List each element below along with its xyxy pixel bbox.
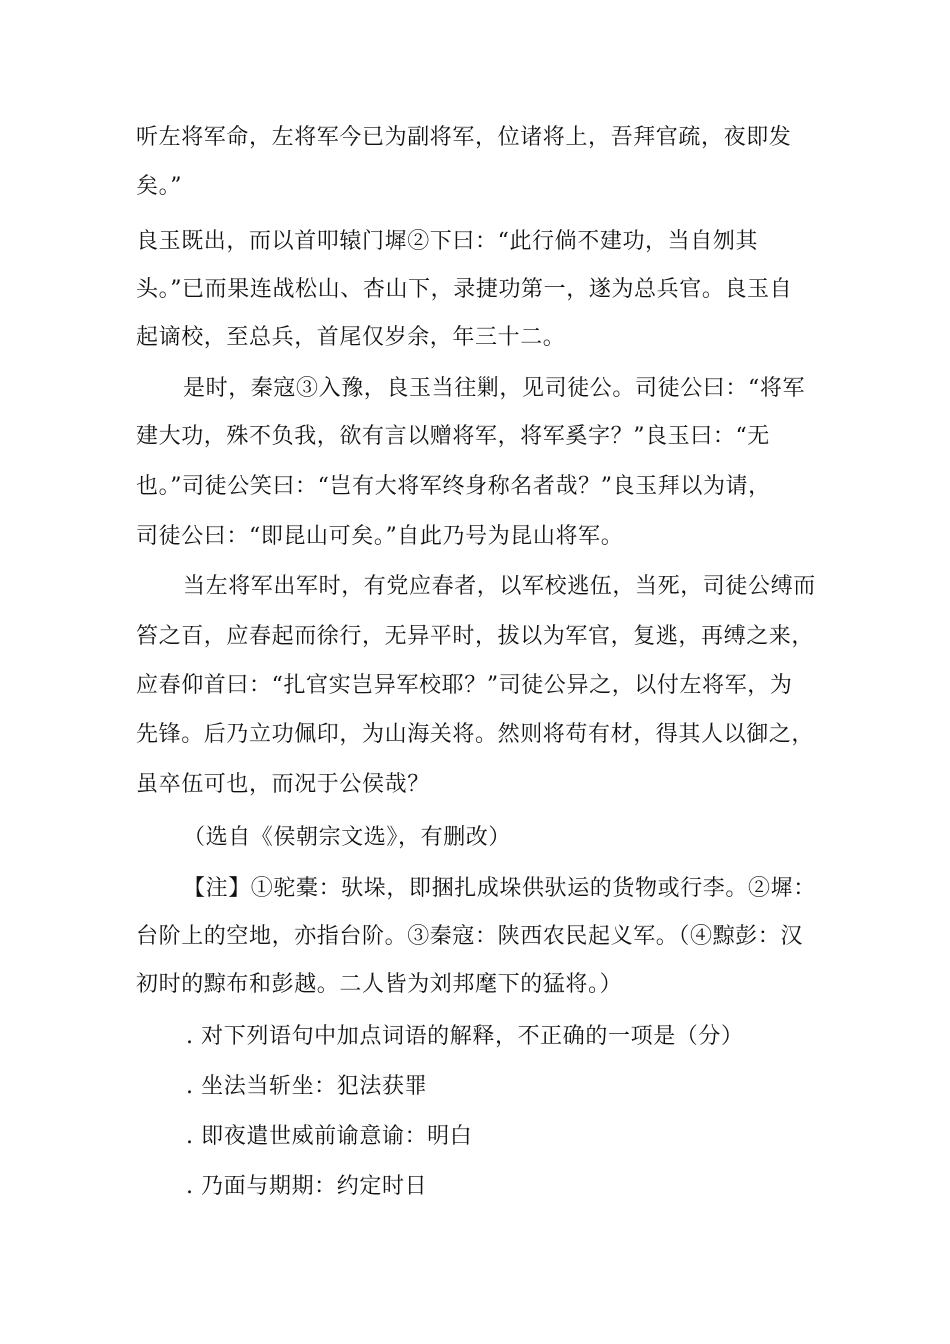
paragraph-line: 先锋。后乃立功佩印，为山海关将。然则将苟有材，得其人以御之， [136, 722, 815, 747]
question-stem: . 对下列语句中加点词语的解释，不正确的一项是（分） [186, 1024, 744, 1049]
paragraph-line: 矣。” [136, 174, 183, 199]
paragraph-line: 起谪校，至总兵，首尾仅岁余，年三十二。 [136, 325, 566, 350]
paragraph-line: 良玉既出，而以首叩辕门墀②下曰：“此行倘不建功，当自刎其 [136, 229, 759, 254]
paragraph-line: 虽卒伍可也，而况于公侯哉？ [136, 772, 430, 797]
paragraph-line: 建大功，殊不负我，欲有言以赠将军，将军奚字？”良玉曰：“无 [136, 424, 770, 449]
paragraph-line: 头。”已而果连战松山、杏山下，录捷功第一，遂为总兵官。良玉自 [136, 277, 793, 302]
notes-line: 初时的黥布和彭越。二人皆为刘邦麾下的猛将。） [136, 972, 623, 997]
paragraph-line: 应春仰首曰：“扎官实岂异军校耶？”司徒公异之，以付左将军，为 [136, 673, 793, 698]
notes-line: 台阶上的空地，亦指台阶。③秦寇：陕西农民起义军。（④黥彭：汉 [136, 924, 804, 949]
notes-line: 【注】①驼橐：驮垛，即捆扎成垛供驮运的货物或行李。②墀： [183, 876, 816, 901]
question-option: . 即夜遣世威前谕意谕：明白 [186, 1124, 473, 1149]
source-citation: （选自《侯朝宗文选》，有删改） [183, 825, 512, 850]
paragraph-line: 司徒公曰：“即昆山可矣。”自此乃号为昆山将军。 [136, 524, 624, 549]
paragraph-line: 当左将军出军时，有党应春者，以军校逃伍，当死，司徒公缚而 [183, 574, 816, 599]
paragraph-line: 是时，秦寇③入豫，良玉当往剿，见司徒公。司徒公曰：“将军 [183, 376, 806, 401]
paragraph-line: 也。”司徒公笑曰：“岂有大将军终身称名者哉？”良玉拜以为请， [136, 474, 771, 499]
question-option: . 坐法当斩坐：犯法获罪 [186, 1074, 428, 1099]
paragraph-line: 听左将军命，左将军今已为副将军，位诸将上，吾拜官疏，夜即发 [136, 125, 792, 150]
question-option: . 乃面与期期：约定时日 [186, 1174, 428, 1199]
paragraph-line: 笞之百，应春起而徐行，无异平时，拔以为军官，复逃，再缚之来， [136, 624, 815, 649]
